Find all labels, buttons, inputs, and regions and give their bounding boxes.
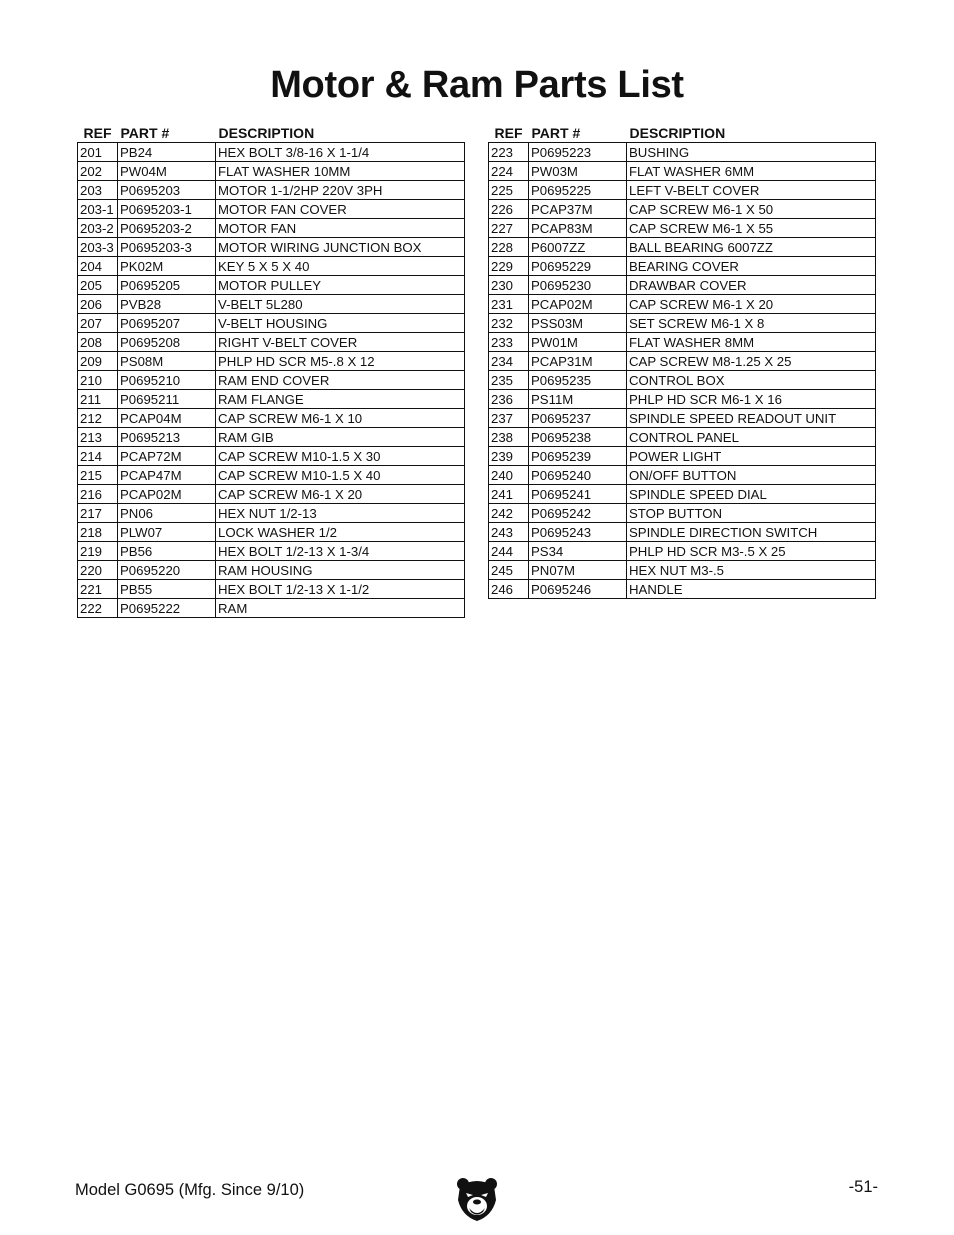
ref-cell: 215 [78, 466, 118, 485]
part-number-cell: PSS03M [529, 314, 627, 333]
part-header: PART # [120, 125, 170, 141]
table-row [78, 219, 465, 238]
ref-cell: 230 [489, 276, 529, 295]
ref-cell: 237 [489, 409, 529, 428]
part-number-cell: PCAP04M [118, 409, 216, 428]
part-number-cell: PCAP31M [529, 352, 627, 371]
table-row [489, 295, 876, 314]
part-number-cell: PW04M [118, 162, 216, 181]
description-cell: MOTOR WIRING JUNCTION BOX [216, 238, 465, 257]
part-number-cell: P0695239 [529, 447, 627, 466]
table-row [78, 371, 465, 390]
parts-table-left-body [78, 143, 465, 618]
description-cell: CAP SCREW M6-1 X 55 [627, 219, 876, 238]
table-row [78, 200, 465, 219]
table-row [489, 466, 876, 485]
part-number-cell: PS34 [529, 542, 627, 561]
part-number-cell: PB55 [118, 580, 216, 599]
ref-cell: 246 [489, 580, 529, 599]
description-cell: MOTOR 1-1/2HP 220V 3PH [216, 181, 465, 200]
parts-table-right-body [489, 143, 876, 599]
part-number-cell: PB24 [118, 143, 216, 162]
ref-cell: 234 [489, 352, 529, 371]
page-number: -51- [848, 1178, 878, 1196]
ref-cell: 225 [489, 181, 529, 200]
table-row [489, 542, 876, 561]
ref-cell: 206 [78, 295, 118, 314]
description-cell: ON/OFF BUTTON [627, 466, 876, 485]
part-number-cell: P6007ZZ [529, 238, 627, 257]
table-row [78, 428, 465, 447]
ref-cell: 210 [78, 371, 118, 390]
table-row [489, 200, 876, 219]
description-cell: CAP SCREW M10-1.5 X 40 [216, 466, 465, 485]
part-number-cell: P0695223 [529, 143, 627, 162]
description-cell: BUSHING [627, 143, 876, 162]
part-number-cell: P0695238 [529, 428, 627, 447]
ref-cell: 243 [489, 523, 529, 542]
description-cell: LOCK WASHER 1/2 [216, 523, 465, 542]
table-row [489, 523, 876, 542]
part-number-cell: P0695229 [529, 257, 627, 276]
description-cell: DRAWBAR COVER [627, 276, 876, 295]
ref-cell: 209 [78, 352, 118, 371]
description-cell: SPINDLE SPEED READOUT UNIT [627, 409, 876, 428]
ref-cell: 203-3 [78, 238, 118, 257]
part-number-cell: P0695205 [118, 276, 216, 295]
ref-cell: 211 [78, 390, 118, 409]
part-number-cell: PLW07 [118, 523, 216, 542]
ref-cell: 245 [489, 561, 529, 580]
description-cell: HEX BOLT 3/8-16 X 1-1/4 [216, 143, 465, 162]
ref-cell: 216 [78, 485, 118, 504]
table-row [489, 390, 876, 409]
part-number-cell: P0695242 [529, 504, 627, 523]
description-cell: STOP BUTTON [627, 504, 876, 523]
ref-cell: 231 [489, 295, 529, 314]
footer-model: Model G0695 (Mfg. Since 9/10) [75, 1181, 305, 1199]
description-cell: FLAT WASHER 8MM [627, 333, 876, 352]
part-number-cell: P0695213 [118, 428, 216, 447]
description-cell: V-BELT HOUSING [216, 314, 465, 333]
ref-cell: 203-2 [78, 219, 118, 238]
description-cell: HEX BOLT 1/2-13 X 1-3/4 [216, 542, 465, 561]
ref-cell: 222 [78, 599, 118, 618]
part-number-cell: P0695211 [118, 390, 216, 409]
description-cell: RIGHT V-BELT COVER [216, 333, 465, 352]
part-number-cell: PCAP83M [529, 219, 627, 238]
ref-cell: 229 [489, 257, 529, 276]
description-cell: HANDLE [627, 580, 876, 599]
description-header: DESCRIPTION [218, 125, 315, 141]
description-cell: SET SCREW M6-1 X 8 [627, 314, 876, 333]
page-title: Motor & Ram Parts List [270, 64, 684, 106]
description-cell: BEARING COVER [627, 257, 876, 276]
ref-cell: 226 [489, 200, 529, 219]
part-number-cell: P0695225 [529, 181, 627, 200]
ref-cell: 204 [78, 257, 118, 276]
table-row [489, 143, 876, 162]
part-number-cell: PS08M [118, 352, 216, 371]
ref-cell: 201 [78, 143, 118, 162]
table-row [489, 352, 876, 371]
table-row [78, 257, 465, 276]
ref-cell: 239 [489, 447, 529, 466]
table-row [78, 466, 465, 485]
part-number-cell: P0695241 [529, 485, 627, 504]
part-number-cell: P0695237 [529, 409, 627, 428]
table-row [489, 485, 876, 504]
description-cell: CONTROL BOX [627, 371, 876, 390]
table-row [489, 409, 876, 428]
ref-cell: 203-1 [78, 200, 118, 219]
part-number-cell: P0695203-2 [118, 219, 216, 238]
table-row [489, 428, 876, 447]
ref-cell: 238 [489, 428, 529, 447]
ref-cell: 233 [489, 333, 529, 352]
table-row [489, 276, 876, 295]
part-number-cell: P0695246 [529, 580, 627, 599]
table-row [78, 561, 465, 580]
table-row [489, 447, 876, 466]
description-cell: PHLP HD SCR M3-.5 X 25 [627, 542, 876, 561]
description-cell: HEX BOLT 1/2-13 X 1-1/2 [216, 580, 465, 599]
ref-cell: 232 [489, 314, 529, 333]
ref-cell: 244 [489, 542, 529, 561]
description-cell: CONTROL PANEL [627, 428, 876, 447]
table-row [489, 238, 876, 257]
description-cell: FLAT WASHER 6MM [627, 162, 876, 181]
ref-cell: 203 [78, 181, 118, 200]
table-row [78, 447, 465, 466]
ref-cell: 205 [78, 276, 118, 295]
description-header: DESCRIPTION [629, 125, 726, 141]
ref-cell: 228 [489, 238, 529, 257]
table-row [489, 257, 876, 276]
description-cell: PHLP HD SCR M5-.8 X 12 [216, 352, 465, 371]
ref-cell: 213 [78, 428, 118, 447]
table-row [78, 295, 465, 314]
part-number-cell: P0695203-3 [118, 238, 216, 257]
description-cell: MOTOR PULLEY [216, 276, 465, 295]
description-cell: V-BELT 5L280 [216, 295, 465, 314]
part-number-cell: PCAP02M [118, 485, 216, 504]
table-row [489, 314, 876, 333]
table-row [78, 314, 465, 333]
table-header-row [78, 119, 465, 143]
part-number-cell: P0695203 [118, 181, 216, 200]
description-cell: CAP SCREW M6-1 X 20 [627, 295, 876, 314]
description-cell: RAM END COVER [216, 371, 465, 390]
description-cell: CAP SCREW M10-1.5 X 30 [216, 447, 465, 466]
description-cell: RAM FLANGE [216, 390, 465, 409]
part-number-cell: PCAP02M [529, 295, 627, 314]
part-number-cell: PN06 [118, 504, 216, 523]
description-cell: CAP SCREW M6-1 X 50 [627, 200, 876, 219]
part-number-cell: PCAP72M [118, 447, 216, 466]
table-row [78, 333, 465, 352]
description-cell: RAM HOUSING [216, 561, 465, 580]
part-number-cell: PW03M [529, 162, 627, 181]
description-cell: PHLP HD SCR M6-1 X 16 [627, 390, 876, 409]
part-number-cell: P0695230 [529, 276, 627, 295]
table-row [78, 162, 465, 181]
ref-cell: 212 [78, 409, 118, 428]
ref-cell: 202 [78, 162, 118, 181]
part-number-cell: PW01M [529, 333, 627, 352]
ref-cell: 217 [78, 504, 118, 523]
description-cell: CAP SCREW M8-1.25 X 25 [627, 352, 876, 371]
description-cell: RAM GIB [216, 428, 465, 447]
description-cell: HEX NUT M3-.5 [627, 561, 876, 580]
ref-cell: 214 [78, 447, 118, 466]
ref-cell: 236 [489, 390, 529, 409]
ref-cell: 227 [489, 219, 529, 238]
ref-header: REF [494, 125, 523, 141]
part-number-cell: P0695210 [118, 371, 216, 390]
table-row [489, 333, 876, 352]
description-cell: POWER LIGHT [627, 447, 876, 466]
table-row [78, 238, 465, 257]
parts-table-left [77, 119, 465, 618]
part-header: PART # [531, 125, 581, 141]
ref-cell: 207 [78, 314, 118, 333]
parts-table-right [488, 119, 876, 599]
table-row [78, 409, 465, 428]
table-row [78, 276, 465, 295]
part-number-cell: PCAP47M [118, 466, 216, 485]
table-row [78, 599, 465, 618]
table-row [78, 143, 465, 162]
table-row [489, 162, 876, 181]
ref-cell: 221 [78, 580, 118, 599]
description-cell: FLAT WASHER 10MM [216, 162, 465, 181]
table-row [78, 352, 465, 371]
description-cell: CAP SCREW M6-1 X 10 [216, 409, 465, 428]
ref-cell: 223 [489, 143, 529, 162]
table-row [489, 504, 876, 523]
table-row [78, 181, 465, 200]
part-number-cell: PB56 [118, 542, 216, 561]
description-cell: RAM [216, 599, 465, 618]
ref-header: REF [83, 125, 112, 141]
description-cell: LEFT V-BELT COVER [627, 181, 876, 200]
ref-cell: 224 [489, 162, 529, 181]
table-row [489, 181, 876, 200]
table-row [489, 580, 876, 599]
table-row [489, 371, 876, 390]
description-cell: BALL BEARING 6007ZZ [627, 238, 876, 257]
table-row [489, 219, 876, 238]
ref-cell: 242 [489, 504, 529, 523]
part-number-cell: P0695222 [118, 599, 216, 618]
ref-cell: 218 [78, 523, 118, 542]
description-cell: SPINDLE DIRECTION SWITCH [627, 523, 876, 542]
table-row [489, 561, 876, 580]
part-number-cell: PN07M [529, 561, 627, 580]
table-row [78, 485, 465, 504]
ref-cell: 208 [78, 333, 118, 352]
table-row [78, 504, 465, 523]
ref-cell: 241 [489, 485, 529, 504]
ref-cell: 235 [489, 371, 529, 390]
description-cell: HEX NUT 1/2-13 [216, 504, 465, 523]
table-header-row [489, 119, 876, 143]
part-number-cell: PVB28 [118, 295, 216, 314]
description-cell: KEY 5 X 5 X 40 [216, 257, 465, 276]
table-row [78, 580, 465, 599]
part-number-cell: PCAP37M [529, 200, 627, 219]
ref-cell: 220 [78, 561, 118, 580]
part-number-cell: PS11M [529, 390, 627, 409]
part-number-cell: P0695203-1 [118, 200, 216, 219]
description-cell: SPINDLE SPEED DIAL [627, 485, 876, 504]
description-cell: MOTOR FAN COVER [216, 200, 465, 219]
table-row [78, 542, 465, 561]
table-row [78, 390, 465, 409]
part-number-cell: P0695208 [118, 333, 216, 352]
table-row [78, 523, 465, 542]
part-number-cell: P0695235 [529, 371, 627, 390]
bear-head-logo-icon [456, 1176, 498, 1222]
ref-cell: 219 [78, 542, 118, 561]
part-number-cell: P0695207 [118, 314, 216, 333]
description-cell: CAP SCREW M6-1 X 20 [216, 485, 465, 504]
part-number-cell: P0695240 [529, 466, 627, 485]
ref-cell: 240 [489, 466, 529, 485]
part-number-cell: PK02M [118, 257, 216, 276]
part-number-cell: P0695243 [529, 523, 627, 542]
part-number-cell: P0695220 [118, 561, 216, 580]
description-cell: MOTOR FAN [216, 219, 465, 238]
